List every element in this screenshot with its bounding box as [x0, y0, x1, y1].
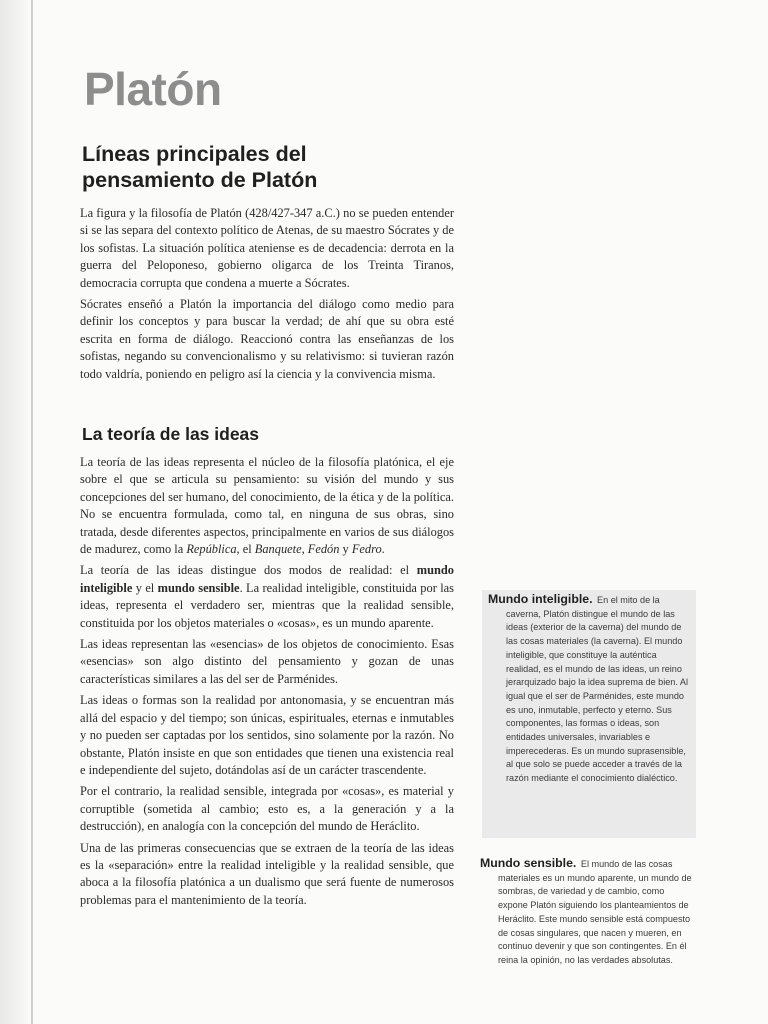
ideas-p2-a: La teoría de las ideas distingue dos modos de realidad: el	[80, 563, 417, 578]
section-heading: Líneas principales del pensamiento de Platón	[82, 142, 318, 192]
page-binding-shadow	[0, 0, 30, 1024]
ideas-paragraph-3: Las ideas representan las «esencias» de los objetos de conocimiento. Esas «esencias» son algo distinto del pensamiento y gozan de unas características similares a las del ser de Parménides.	[80, 637, 454, 686]
page-title: Platón	[84, 63, 222, 115]
work-title-banquete: Banquete	[254, 542, 302, 557]
ideas-paragraph-1	[80, 454, 454, 558]
term-mundo-sensible: mundo sensible	[157, 580, 240, 595]
ideas-p1-sep3: y	[339, 542, 352, 557]
term-mundo-inteligible: mundo inteligible	[80, 563, 454, 595]
intro-paragraph-2: Sócrates enseñó a Platón la importancia del diálogo como medio para definir los conceptos y para buscar la verdad; de ahí que su obra esté escrita en forma de diálogo. Reaccionó contra las enseñanzas de los sofistas, negando su convencionalismo y su relativismo: si tuvieran razón todo valdría, poniendo en peligro así la ciencia y la convivencia misma.	[80, 297, 454, 381]
ideas-p1-end: .	[381, 542, 385, 557]
ideas-p2-c: y el	[132, 580, 158, 595]
ideas-paragraph-4: Las ideas o formas son la realidad por antonomasia, y se encuentran más allá del espacio y del tiempo; son únicas, espirituales, eternas e inmutables y no pueden ser captadas por los sentidos, sino solamente por la razón. No obstante, Platón insiste en que son entidades que tienen una existencia real e independiente del sujeto, dotándolas así de un carácter trascendente.	[80, 693, 454, 777]
work-title-fedro: Fedro	[351, 542, 382, 557]
ideas-paragraph-5: Por el contrario, la realidad sensible, integrada por «cosas», es material y corruptible (sometida al cambio; esto es, a la generación y a la destrucción), en analogía con la concepción del mundo de Heráclito.	[80, 784, 454, 834]
ideas-p1-sep2: ,	[301, 542, 308, 557]
work-title-fedon: Fedón	[307, 542, 340, 557]
ideas-p1-sep1: , el	[236, 542, 255, 557]
gloss-term-intelligible: Mundo inteligible.	[488, 592, 593, 606]
ideas-paragraph-6: Una de las primeras consecuencias que se extraen de la teoría de las ideas es la «separación» entre la realidad inteligible y la realidad sensible, que aboca a la filosofía platónica a un dualismo que será fuente de numerosos problemas para el mantenimiento de la teoría.	[80, 840, 454, 907]
gloss-text-sensible: El mundo de las cosas materiales es un mundo aparente, un mundo de sombras, de variedad y de cambio, como expone Platón siguiendo los planteamientos de Heráclito. Este mundo sensible está compuesto de cosas singulares, que nacen y mueren, en continuo devenir y que son contingentes. En él reina la opinión, no las verdades absolutas.	[498, 859, 692, 965]
page-binding-edge	[31, 0, 33, 1024]
work-title-republica: República	[186, 542, 237, 557]
intro-paragraph-1: La figura y la filosofía de Platón (428/427-347 a.C.) no se pueden entender si se las separa del contexto político de Atenas, de su maestro Sócrates y de los sofistas. La situación política ateniense es de decadencia: derrota en la guerra del Peloponeso, gobierno oligarca de los Treinta Tiranos, democracia corrupta que condena a muerte a Sócrates.	[80, 206, 454, 290]
ideas-paragraph-2	[80, 562, 454, 632]
ideas-text-block	[80, 454, 454, 913]
ideas-p2-e: . La realidad inteligible, constituida por las ideas, representa el verdadero ser, mientras que la realidad sensible, constituida por los objetos materiales o «cosas», es un mundo aparente.	[80, 580, 454, 630]
gloss-text-intelligible: En el mito de la caverna, Platón distingue el mundo de las ideas (exterior de la caverna) del mundo de las cosas materiales (la caverna). El mundo inteligible, que constituye la auténtica realidad, es el mundo de las ideas, un reino jerarquizado bajo la idea suprema de bien. Al igual que el ser de Parménides, este mundo es uno, inmutable, perfecto y eterno. Sus componentes, las formas o ideas, son entidades universales, invariables e imperecederas. Es un mundo suprasensible, al que solo se puede acceder a través de la razón mediante el conocimiento dialéctico.	[506, 595, 688, 784]
sidebar-gloss-sensible	[480, 856, 694, 968]
gloss-term-sensible: Mundo sensible.	[480, 856, 577, 870]
ideas-p1-text: La teoría de las ideas representa el núcleo de la filosofía platónica, el eje sobre el que se articula su pensamiento: su visión del mundo y sus concepciones del ser humano, del conocimiento, de la ética y de la política. No se encuentra formulada, como tal, en ninguna de sus obras, sino tratada, desde diferentes aspectos, principalmente en varios de sus diálogos de madurez, como la	[80, 455, 454, 557]
intro-text-block	[80, 205, 454, 387]
ideas-heading: La teoría de las ideas	[82, 424, 260, 444]
sidebar-gloss-intelligible	[488, 592, 692, 786]
